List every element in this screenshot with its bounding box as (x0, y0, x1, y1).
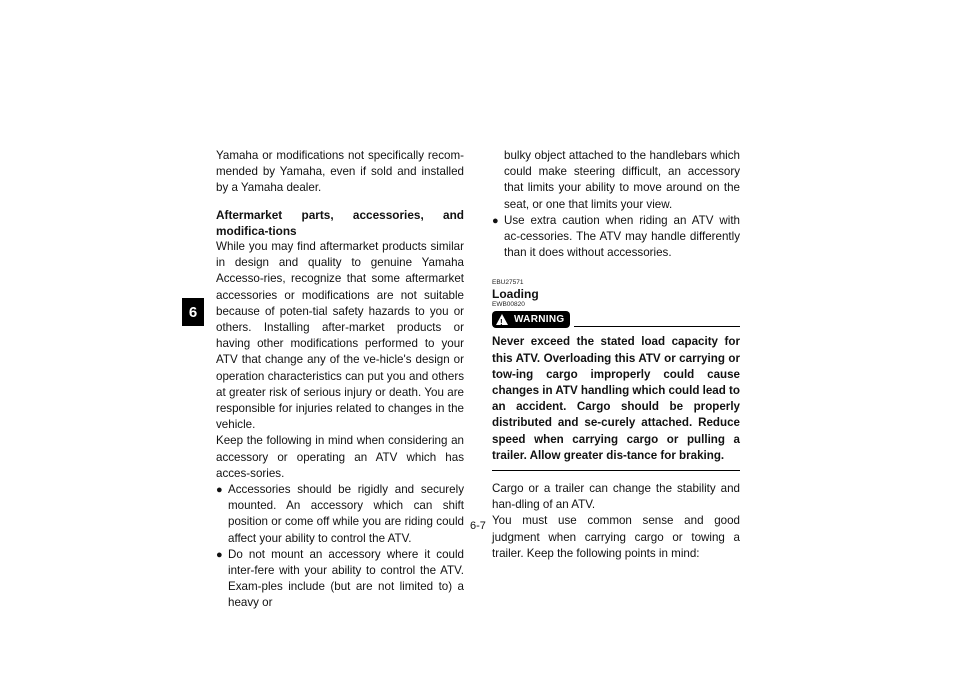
bullet-icon: ● (216, 484, 223, 497)
warning-rule (574, 326, 740, 327)
warning-text: Never exceed the stated load capacity for this ATV. Overloading this ATV or carrying or tow-ing cargo improperly could cause changes in ATV handling which could lead to an accident. Cargo should be properly distributed and se-curely attached. Reduce speed when carrying cargo or pulling a trailer. Allow greater dis-tance for braking. (492, 334, 740, 471)
accessory-bullet-list (216, 482, 464, 612)
page-number: 6-7 (470, 520, 486, 532)
chapter-tab: 6 (182, 298, 204, 326)
list-item: ● Accessories should be rigidly and securely mounted. An accessory which can shift position or come off while you are riding could affect your ability to control the ATV. (216, 483, 464, 545)
aftermarket-heading: Aftermarket parts, accessories, and modifica-tions (216, 207, 464, 238)
aftermarket-paragraph: While you may find aftermarket products similar in design and quality to genuine Yamaha Accesso-ries, recognize that some aftermarket accessories or modifications are not suitable because of poten-tial safety hazards to you or others. Installing after-market products or having other modifications performed to your ATV that change any of the ve-hicle's design or operation characteristics can put you and others at greater risk of serious injury or death. You are responsible for injuries related to changes in the vehicle. (216, 240, 464, 432)
bullet-icon: ● (492, 214, 499, 227)
warning-header (492, 311, 740, 328)
section-code: EBU27571 (492, 279, 524, 287)
section-title: Loading (492, 287, 539, 302)
list-item: ● Use extra caution when riding an ATV with ac-cessories. The ATV may handle differently than it does without accessories. (492, 213, 740, 260)
warning-triangle-icon: ! (496, 314, 508, 325)
right-column (492, 148, 740, 562)
warning-code: EWB00820 (492, 301, 525, 309)
bullet-icon: ● (216, 548, 223, 561)
intro-paragraph: Yamaha or modifications not specifically recom-mended by Yamaha, even if sold and installed by a Yamaha dealer. (216, 149, 464, 195)
list-item: ● Do not mount an accessory where it could inter-fere with your ability to control the ATV. Exam-ples include (but are not limited to) a heavy or (216, 547, 464, 610)
judgment-paragraph: You must use common sense and good judgment when carrying cargo or towing a trailer. Keep the following points in mind: (492, 514, 740, 560)
considerations-paragraph: Keep the following in mind when considering an accessory or operating an ATV which has acces-sories. (216, 434, 464, 480)
list-item-continuation: bulky object attached to the handlebars which could make steering difficult, an accessory that limits your ability to move around on the seat, or one that limits your view. (504, 149, 740, 211)
warning-badge (492, 311, 570, 328)
cargo-paragraph: Cargo or a trailer can change the stability and han-dling of an ATV. (492, 482, 740, 512)
left-column (216, 148, 464, 612)
continued-bullet-list (492, 148, 740, 261)
warning-label: WARNING (514, 313, 565, 325)
